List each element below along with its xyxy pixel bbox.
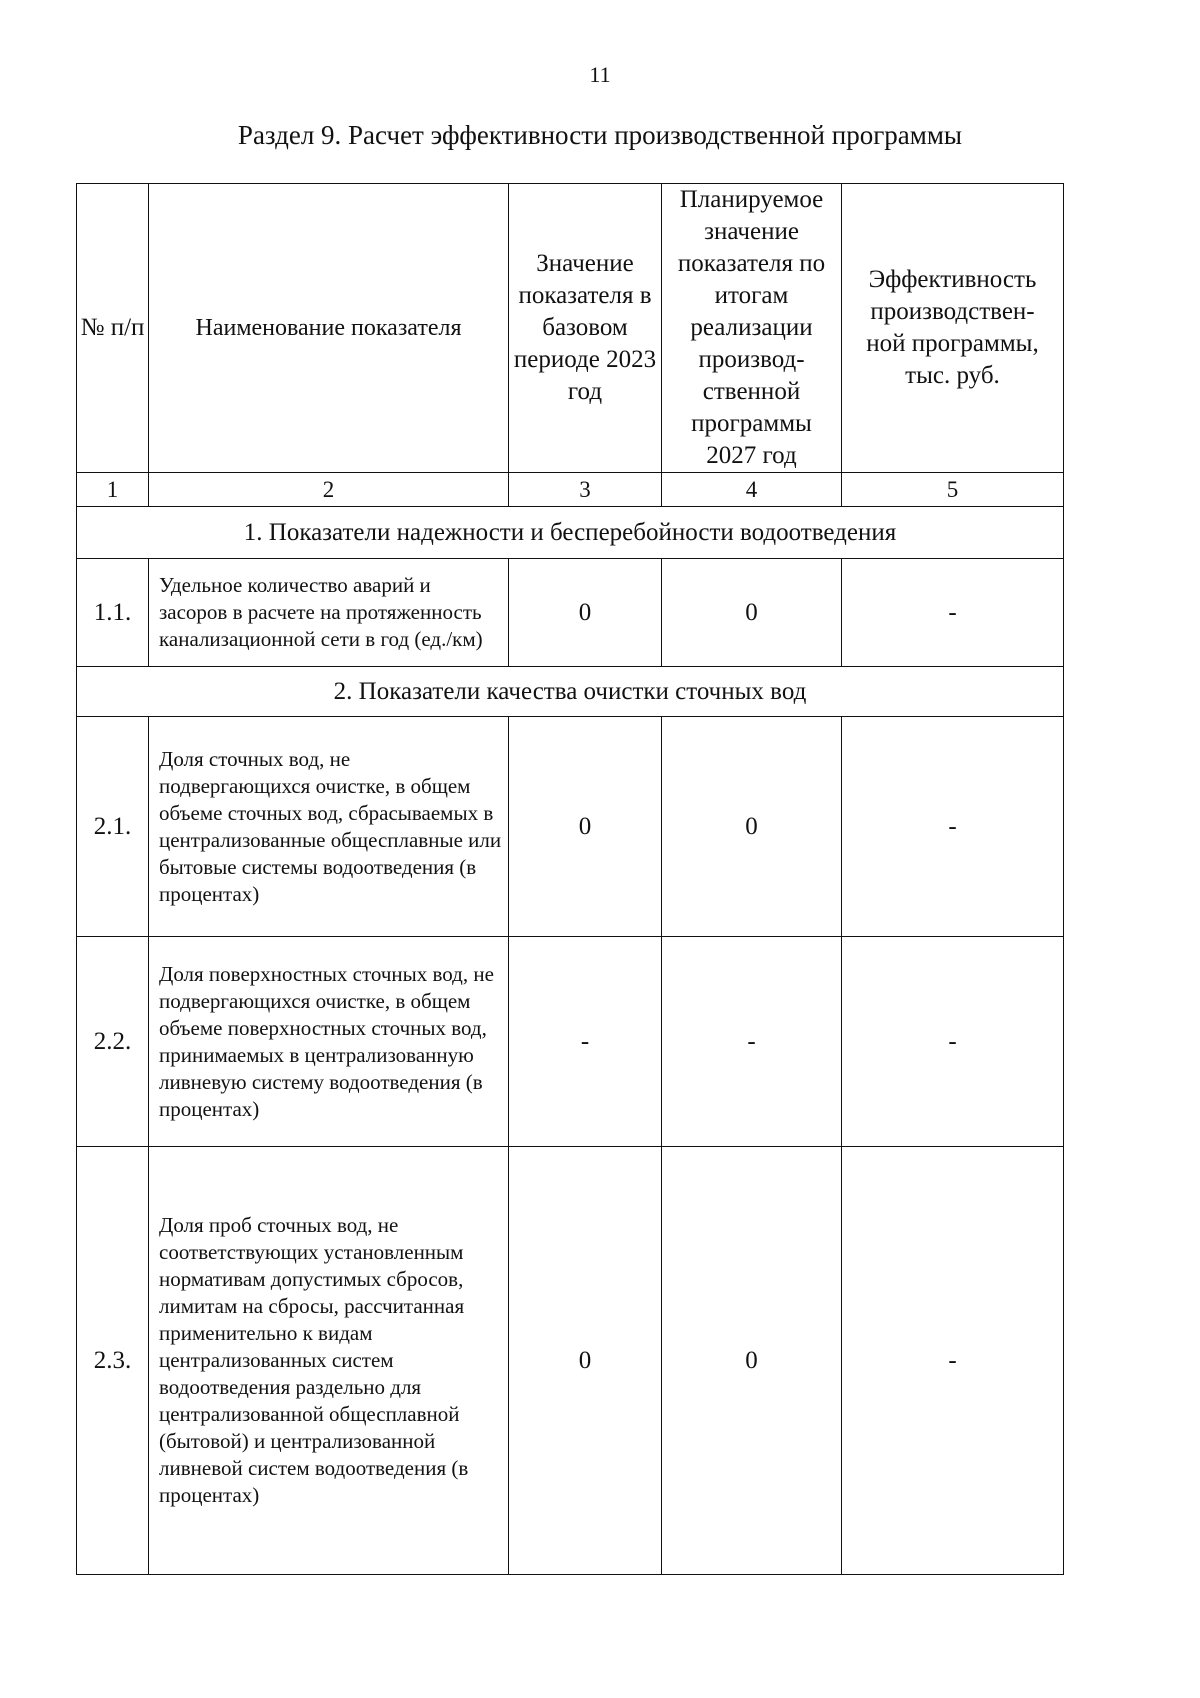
column-number: 2 xyxy=(149,473,509,507)
row-plan-value: 0 xyxy=(662,559,842,667)
row-name: Доля проб сточных вод, не соответствующих установленным нормативам допустимых сбросов, лимитам на сбросы, рассчитанная применительно к видам централизованных систем водоотведения раздельно для централизованной общесплавной (бытовой) и централизованной ливневой систем водоотведения (в процентах) xyxy=(149,1147,509,1575)
row-num: 2.3. xyxy=(77,1147,149,1575)
column-number: 4 xyxy=(662,473,842,507)
table-row xyxy=(77,559,1064,667)
row-efficiency: - xyxy=(842,559,1064,667)
row-base-value: 0 xyxy=(509,1147,662,1575)
section-heading-1: 1. Показатели надежности и бесперебойности водоотведения xyxy=(77,507,1064,559)
row-efficiency: - xyxy=(842,1147,1064,1575)
row-efficiency: - xyxy=(842,717,1064,937)
row-name: Доля сточных вод, не подвергающихся очистке, в общем объеме сточных вод, сбрасываемых в централизованные общесплавные или бытовые системы водоотведения (в процентах) xyxy=(149,717,509,937)
header-name: Наименование показателя xyxy=(149,184,509,473)
efficiency-table xyxy=(76,183,1064,1575)
row-plan-value: - xyxy=(662,937,842,1147)
row-num: 1.1. xyxy=(77,559,149,667)
column-number: 3 xyxy=(509,473,662,507)
column-number: 1 xyxy=(77,473,149,507)
header-efficiency: Эффективность производствен- ной программы, тыс. руб. xyxy=(842,184,1064,473)
table-row xyxy=(77,717,1064,937)
section-heading-2: 2. Показатели качества очистки сточных вод xyxy=(77,667,1064,717)
row-efficiency: - xyxy=(842,937,1064,1147)
row-num: 2.2. xyxy=(77,937,149,1147)
page-number: 11 xyxy=(589,62,611,87)
header-base-value: Значение показателя в базовом периоде 2023 год xyxy=(509,184,662,473)
row-plan-value: 0 xyxy=(662,1147,842,1575)
row-name: Удельное количество аварий и засоров в расчете на протяженность канализационной сети в год (ед./км) xyxy=(149,559,509,667)
section-row xyxy=(77,507,1064,559)
row-base-value: - xyxy=(509,937,662,1147)
header-num: № п/п xyxy=(77,184,149,473)
row-num: 2.1. xyxy=(77,717,149,937)
table-row xyxy=(77,937,1064,1147)
table-row xyxy=(77,1147,1064,1575)
section-row xyxy=(77,667,1064,717)
column-number: 5 xyxy=(842,473,1064,507)
header-plan-value: Планируемое значение показателя по итогам реализации производ- ственной программы 2027 год xyxy=(662,184,842,473)
row-base-value: 0 xyxy=(509,559,662,667)
column-numbers-row xyxy=(77,473,1064,507)
row-name: Доля поверхностных сточных вод, не подвергающихся очистке, в общем объеме поверхностных сточных вод, принимаемых в централизованную ливневую систему водоотведения (в процентах) xyxy=(149,937,509,1147)
table-header-row xyxy=(77,184,1064,473)
section-title: Раздел 9. Расчет эффективности производственной программы xyxy=(237,120,963,150)
row-plan-value: 0 xyxy=(662,717,842,937)
row-base-value: 0 xyxy=(509,717,662,937)
